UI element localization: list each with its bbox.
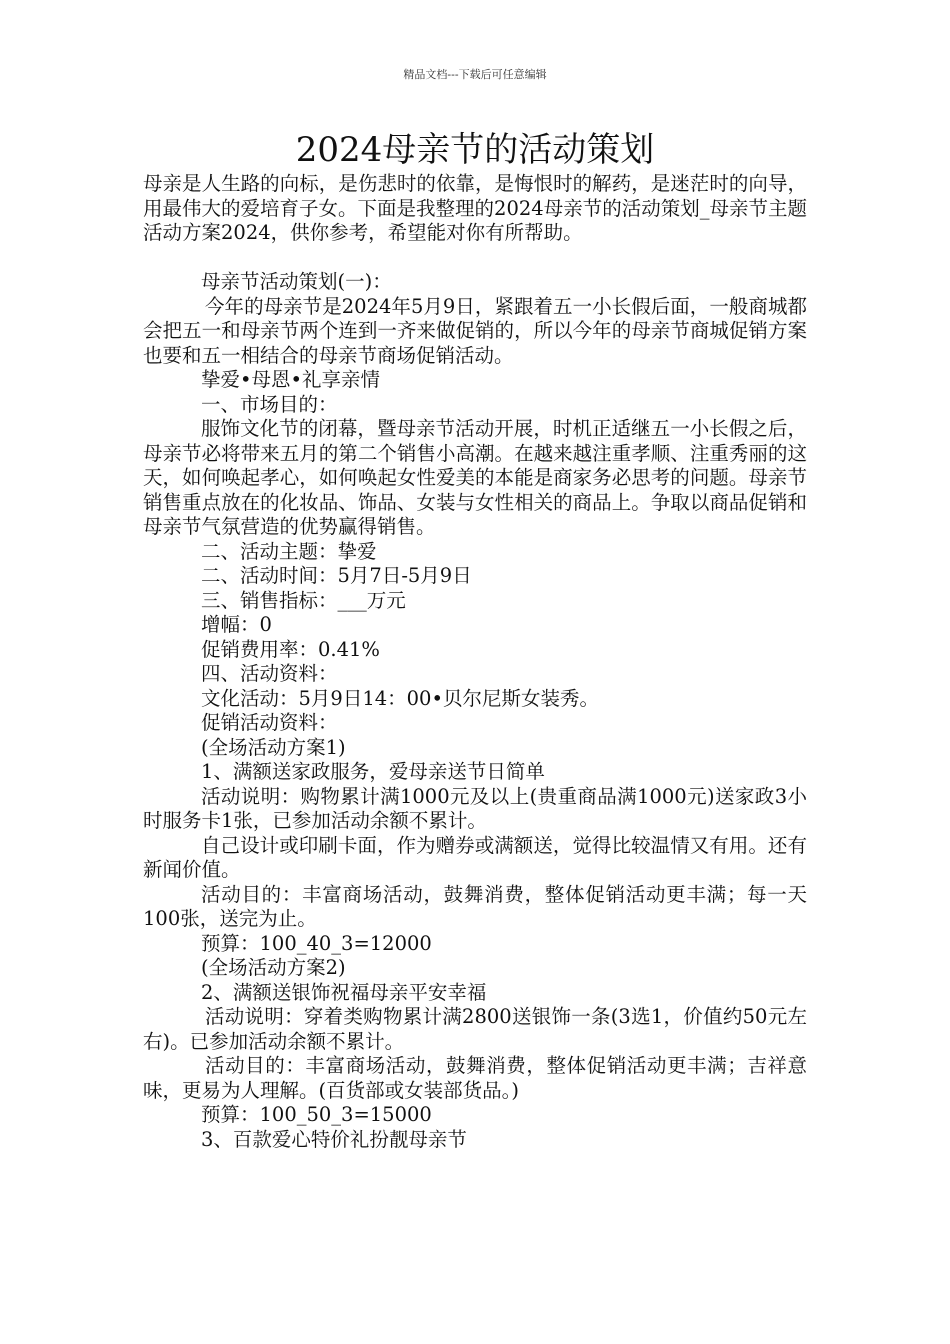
slogan: 挚爱•母恩•礼享亲情 [201,368,381,391]
list-item: 二、活动主题：挚爱 [201,539,377,563]
section-heading: 一、市场目的： [201,392,338,416]
plan-item-title: 3、百款爱心特价礼扮靓母亲节 [201,1127,467,1151]
plan-heading: (全场活动方案1) [201,735,346,759]
paragraph-gap [143,246,807,271]
paragraph: 今年的母亲节是2024年5月9日，紧跟着五一小长假后面，一般商城都会把五一和母亲节两个连到一齐来做促销的，所以今年的母亲节商城促销方案也要和五一相结合的母亲节商场促销活动。 [143,294,807,367]
list-item: 增幅：0 [201,613,272,636]
paragraph: 促销活动资料： [201,711,338,734]
budget-line: 预算：100_50_3=15000 [201,1103,432,1126]
intro-paragraph: 母亲是人生路的向标，是伤悲时的依靠，是悔恨时的解药，是迷茫时的向导，用最伟大的爱培育子女。下面是我整理的2024母亲节的活动策划_母亲节主题活动方案2024，供你参考，希望能对你有所帮助。 [143,172,807,244]
budget-line: 预算：100_40_3=12000 [201,931,432,955]
plan-item-title: 2、满额送银饰祝福母亲平安幸福 [201,980,487,1004]
list-item: 三、销售指标：___万元 [201,588,406,612]
list-item: 二、活动时间：5月7日-5月9日 [201,564,472,587]
document-title: 2024母亲节的活动策划 [295,130,655,170]
paragraph: 自己设计或印刷卡面，作为赠券或满额送，觉得比较温情又有用。还有新闻价值。 [143,833,807,881]
page-header: 精品文档---下载后可任意编辑 [403,68,547,81]
document-body [143,172,807,1152]
paragraph: 活动说明：穿着类购物累计满2800送银饰一条(3选1，价值约50元左右)。已参加活动余额不累计。 [143,1005,807,1053]
section-heading: 四、活动资料： [201,662,338,685]
plan-heading: (全场活动方案2) [201,956,346,979]
paragraph: 活动目的：丰富商场活动，鼓舞消费，整体促销活动更丰满；每一天100张，送完为止。 [143,882,807,930]
section-heading: 母亲节活动策划(一)： [201,270,392,293]
paragraph: 活动说明：购物累计满1000元及以上(贵重商品满1000元)送家政3小时服务卡1张，已参加活动余额不累计。 [143,784,807,832]
paragraph: 活动目的：丰富商场活动，鼓舞消费，整体促销活动更丰满；吉祥意味，更易为人理解。(百货部或女装部货品。) [143,1054,807,1102]
paragraph: 文化活动：5月9日14：00•贝尔尼斯女装秀。 [201,686,599,710]
list-item: 促销费用率：0.41% [201,637,380,661]
plan-item-title: 1、满额送家政服务，爱母亲送节日简单 [201,760,545,783]
paragraph: 服饰文化节的闭幕，暨母亲节活动开展，时机正适继五一小长假之后，母亲节必将带来五月的第二个销售小高潮。在越来越注重孝顺、注重秀丽的这天，如何唤起孝心，如何唤起女性爱美的本能是商家务必思考的问题。母亲节销售重点放在的化妆品、饰品、女装与女性相关的商品上。争取以商品促销和母亲节气氛营造的优势赢得销售。 [143,417,807,538]
